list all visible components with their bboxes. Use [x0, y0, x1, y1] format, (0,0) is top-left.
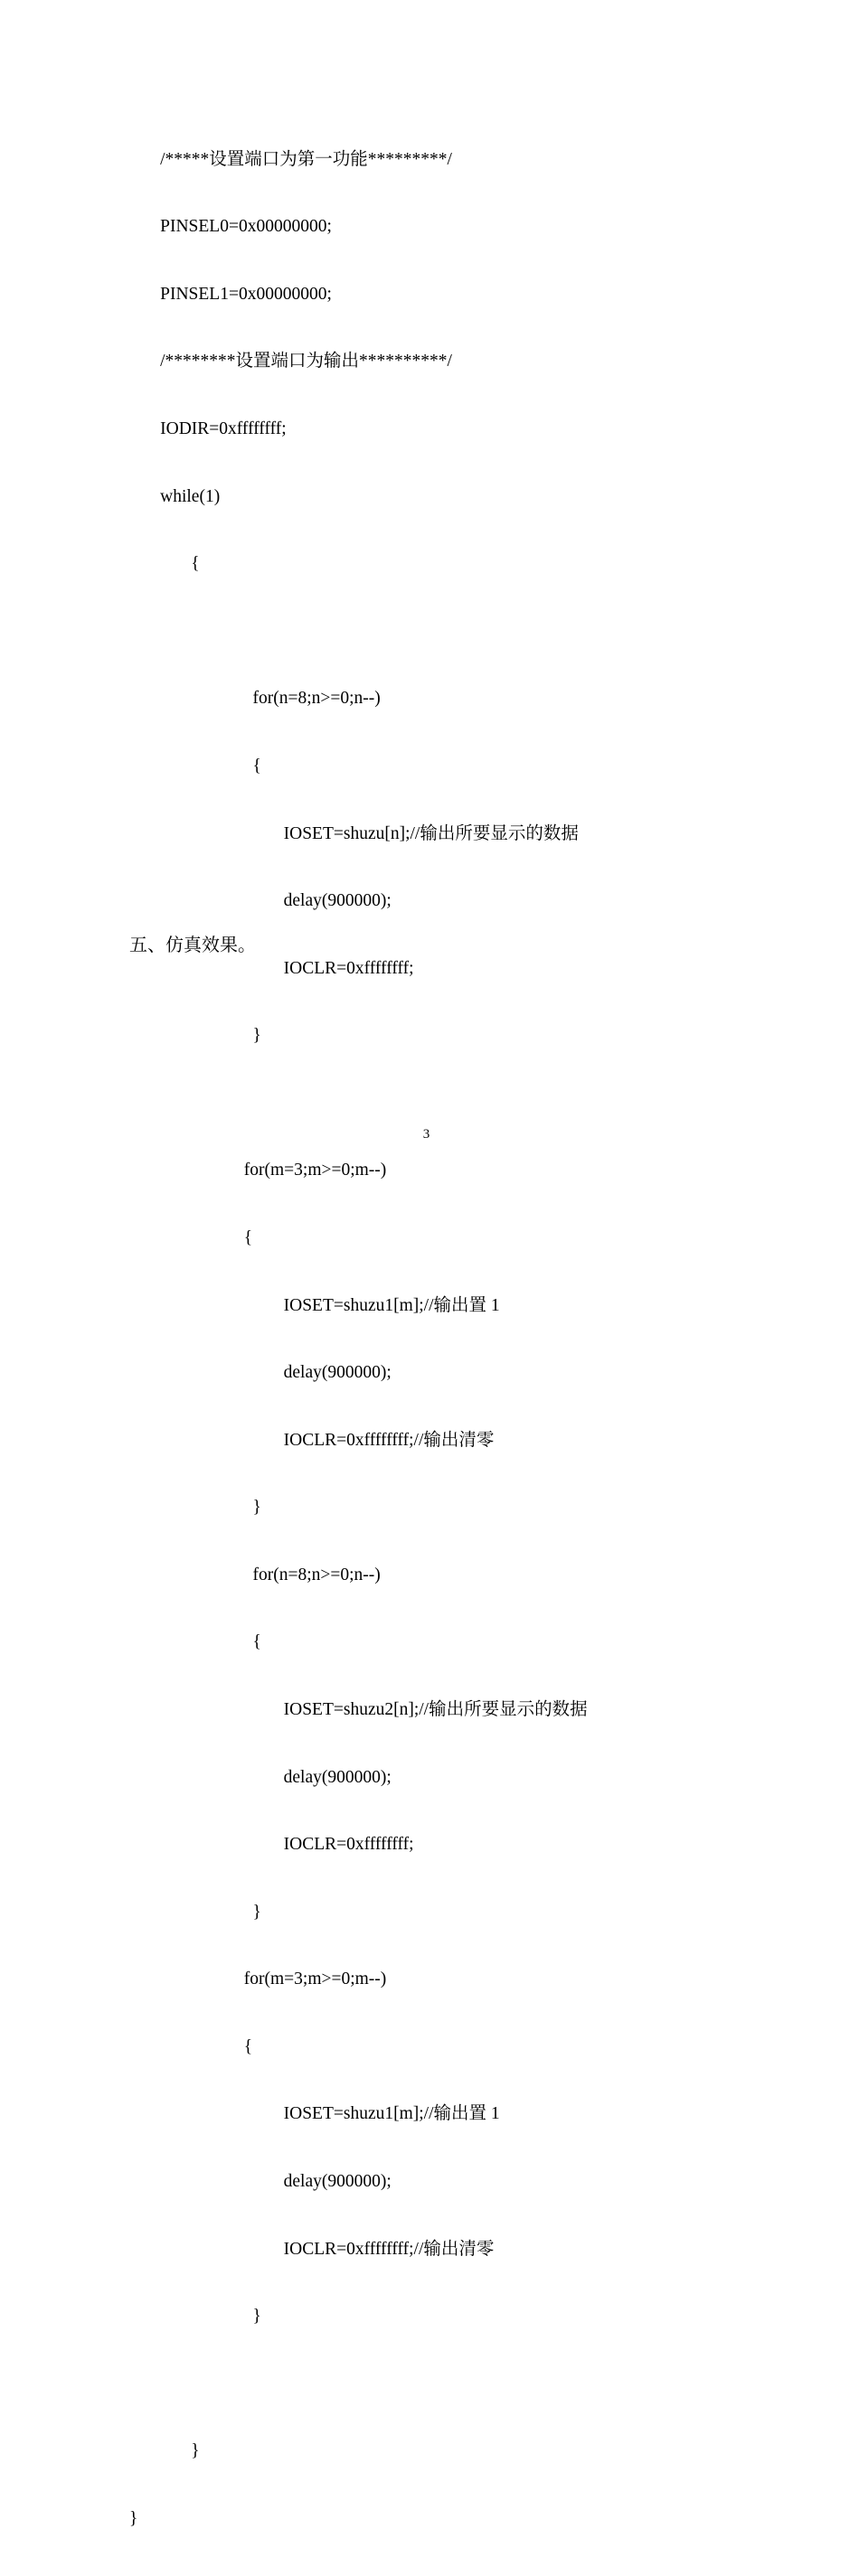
code-line [129, 2374, 588, 2396]
code-line: } [129, 1026, 261, 1046]
code-line: IOSET=shuzu1[m];//输出置 1 [129, 2104, 500, 2124]
code-line: IODIR=0xffffffff; [129, 419, 287, 439]
code-line: } [129, 2441, 200, 2461]
page-number: 3 [422, 1127, 430, 1142]
code-line: IOSET=shuzu2[n];//输出所要显示的数据 [129, 1700, 588, 1720]
code-line: for(m=3;m>=0;m--) [129, 1970, 387, 1989]
code-line: while(1) [129, 486, 221, 506]
code-line: for(m=3;m>=0;m--) [129, 1161, 387, 1180]
code-line: PINSEL0=0x00000000; [129, 217, 332, 237]
code-line: delay(900000); [129, 891, 392, 911]
code-line: delay(900000); [129, 1363, 392, 1383]
code-line: IOCLR=0xffffffff;//输出清零 [129, 2239, 495, 2259]
code-line: { [129, 756, 261, 776]
code-line: IOSET=shuzu[n];//输出所要显示的数据 [129, 823, 579, 843]
code-line: { [129, 1227, 253, 1247]
code-block [129, 104, 588, 2576]
code-line: } [129, 2307, 261, 2327]
code-line: /*****设置端口为第一功能*********/ [129, 149, 452, 169]
code-line: for(n=8;n>=0;n--) [129, 689, 381, 709]
code-line: /********设置端口为输出**********/ [129, 352, 452, 371]
code-line: { [129, 554, 200, 574]
code-line: IOCLR=0xffffffff; [129, 1835, 414, 1855]
code-line: { [129, 2036, 253, 2056]
code-line: delay(900000); [129, 1767, 392, 1787]
code-line: IOSET=shuzu1[m];//输出置 1 [129, 1295, 500, 1315]
section-heading: 五、仿真效果。 [129, 935, 256, 955]
code-line: for(n=8;n>=0;n--) [129, 1565, 381, 1584]
code-line: IOCLR=0xffffffff;//输出清零 [129, 1430, 495, 1450]
code-line: delay(900000); [129, 2172, 392, 2192]
code-line [129, 621, 588, 644]
code-line: { [129, 1632, 261, 1652]
code-line: } [129, 1902, 261, 1922]
code-line: } [129, 1498, 261, 1518]
code-line: IOCLR=0xffffffff; [129, 958, 414, 978]
code-line [129, 1093, 588, 1115]
code-line: } [129, 2508, 138, 2528]
code-line: PINSEL1=0x00000000; [129, 284, 332, 304]
